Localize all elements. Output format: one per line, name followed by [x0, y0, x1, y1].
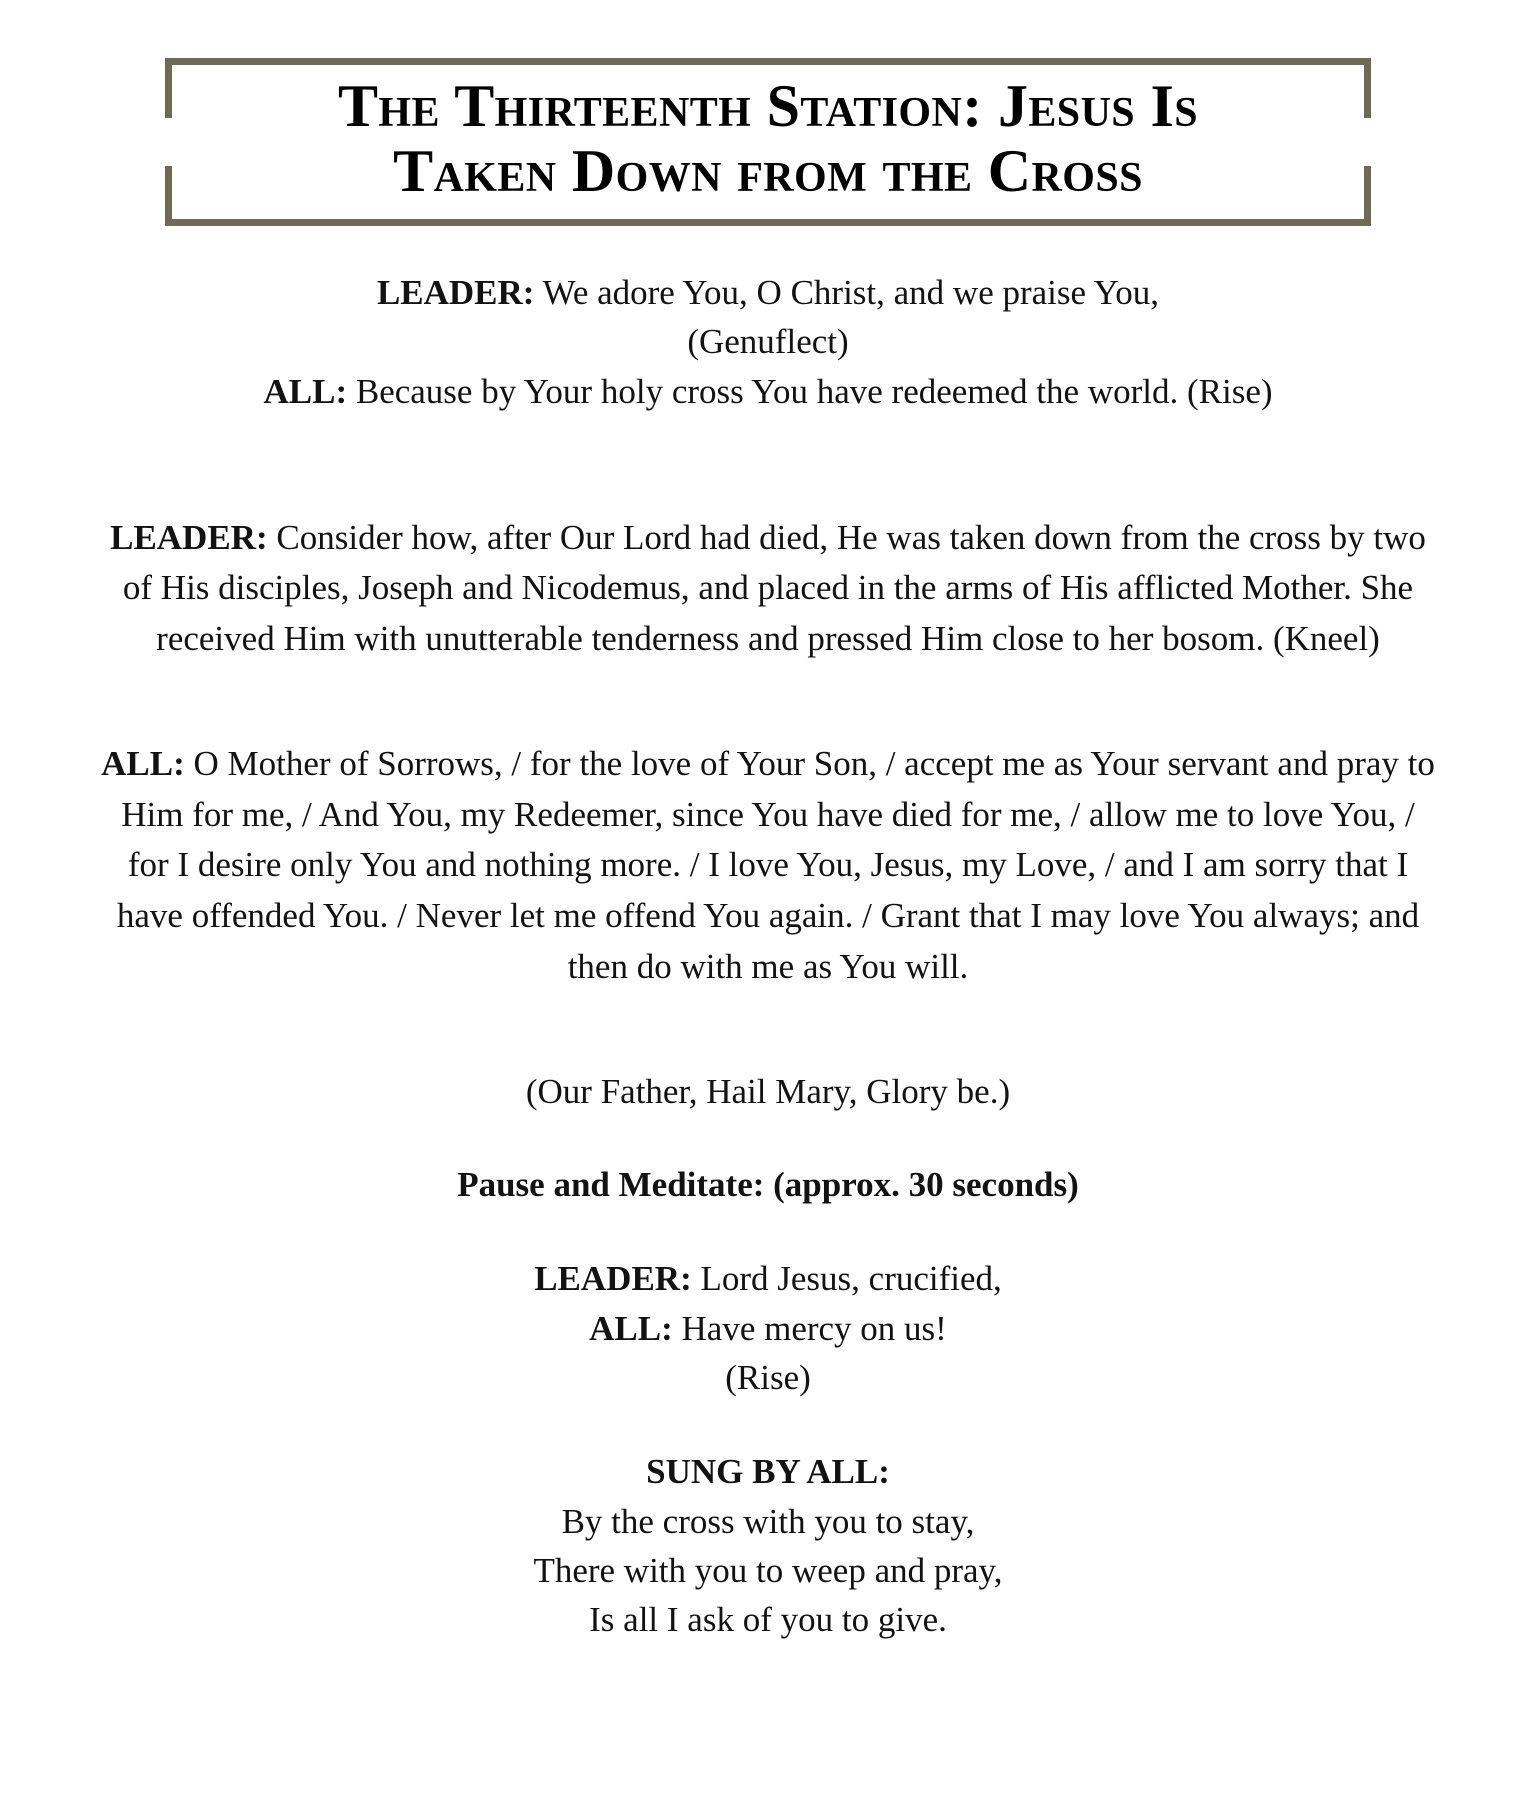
rubric-genuflect: (Genuflect) [687, 322, 849, 362]
frame-border-bottom [165, 219, 1371, 226]
opening-leader-text: We adore You, O Christ, and we praise You, [534, 272, 1160, 312]
page-title [193, 74, 1343, 204]
meditation-leader-text: Consider how, after Our Lord had died, He was taken down from the cross by two of His disciples, Joseph and Nicodemus, and placed in the arms of His afflicted Mother. She received Him with unutterable tenderness and pressed Him close to her bosom. (Kneel) [122, 517, 1426, 659]
opening-leader-line [88, 268, 1448, 318]
frame-border-top [165, 58, 1371, 65]
hymn-line: There with you to weep and pray, [533, 1550, 1003, 1590]
hymn-stanza [88, 1497, 1448, 1644]
frame-border-right-upper [1364, 58, 1371, 118]
frame-border-right-lower [1364, 166, 1371, 226]
opening-all-text: Because by Your holy cross You have redeemed the world. (Rise) [347, 371, 1273, 411]
page-body [88, 226, 1448, 1644]
closing-all-line [88, 1304, 1448, 1354]
meditation-leader-label: LEADER: [110, 517, 268, 557]
meditation-paragraph [98, 513, 1438, 665]
page-title-line-1: The Thirteenth Station: Jesus Is [338, 73, 1198, 139]
prayer-paragraph [98, 739, 1438, 993]
hymn-line: By the cross with you to stay, [561, 1501, 975, 1541]
spacer [88, 1116, 1448, 1160]
rubric-rise: (Rise) [725, 1358, 811, 1398]
prayers-rubric: (Our Father, Hail Mary, Glory be.) [525, 1071, 1011, 1111]
prayer-all-text: O Mother of Sorrows, / for the love of Your Son, / accept me as Your servant and pray to Him for me, / And You, my Redeemer, since You have died for me, / allow me to love You, / for I desire only You and nothing more. / I love You, Jesus, my Love, / and I am sorry that I have offended You. / Never let me offend You again. / Grant that I may love You always; and then do with me as You will. [116, 743, 1435, 986]
opening-all-label: ALL: [263, 371, 348, 411]
title-frame [165, 58, 1371, 226]
spacer [88, 993, 1448, 1067]
spacer [88, 1403, 1448, 1447]
frame-border-left-upper [165, 58, 172, 118]
opening-leader-label: LEADER: [376, 272, 535, 312]
closing-leader-text: Lord Jesus, crucified, [691, 1259, 1002, 1299]
hymn-line: Is all I ask of you to give. [589, 1599, 947, 1639]
spacer [88, 1210, 1448, 1254]
closing-leader-label: LEADER: [534, 1259, 692, 1299]
opening-all-line [88, 367, 1448, 417]
pause-and-meditate: Pause and Meditate: (approx. 30 seconds) [457, 1165, 1079, 1205]
spacer [88, 665, 1448, 739]
page-title-line-2: Taken Down from the Cross [393, 137, 1143, 204]
prayer-all-label: ALL: [101, 743, 185, 783]
closing-all-label: ALL: [589, 1308, 673, 1348]
closing-leader-line [88, 1254, 1448, 1304]
frame-border-left-lower [165, 166, 172, 226]
hymn-heading: SUNG BY ALL: [646, 1452, 890, 1492]
spacer [88, 417, 1448, 513]
closing-all-text: Have mercy on us! [672, 1308, 947, 1348]
